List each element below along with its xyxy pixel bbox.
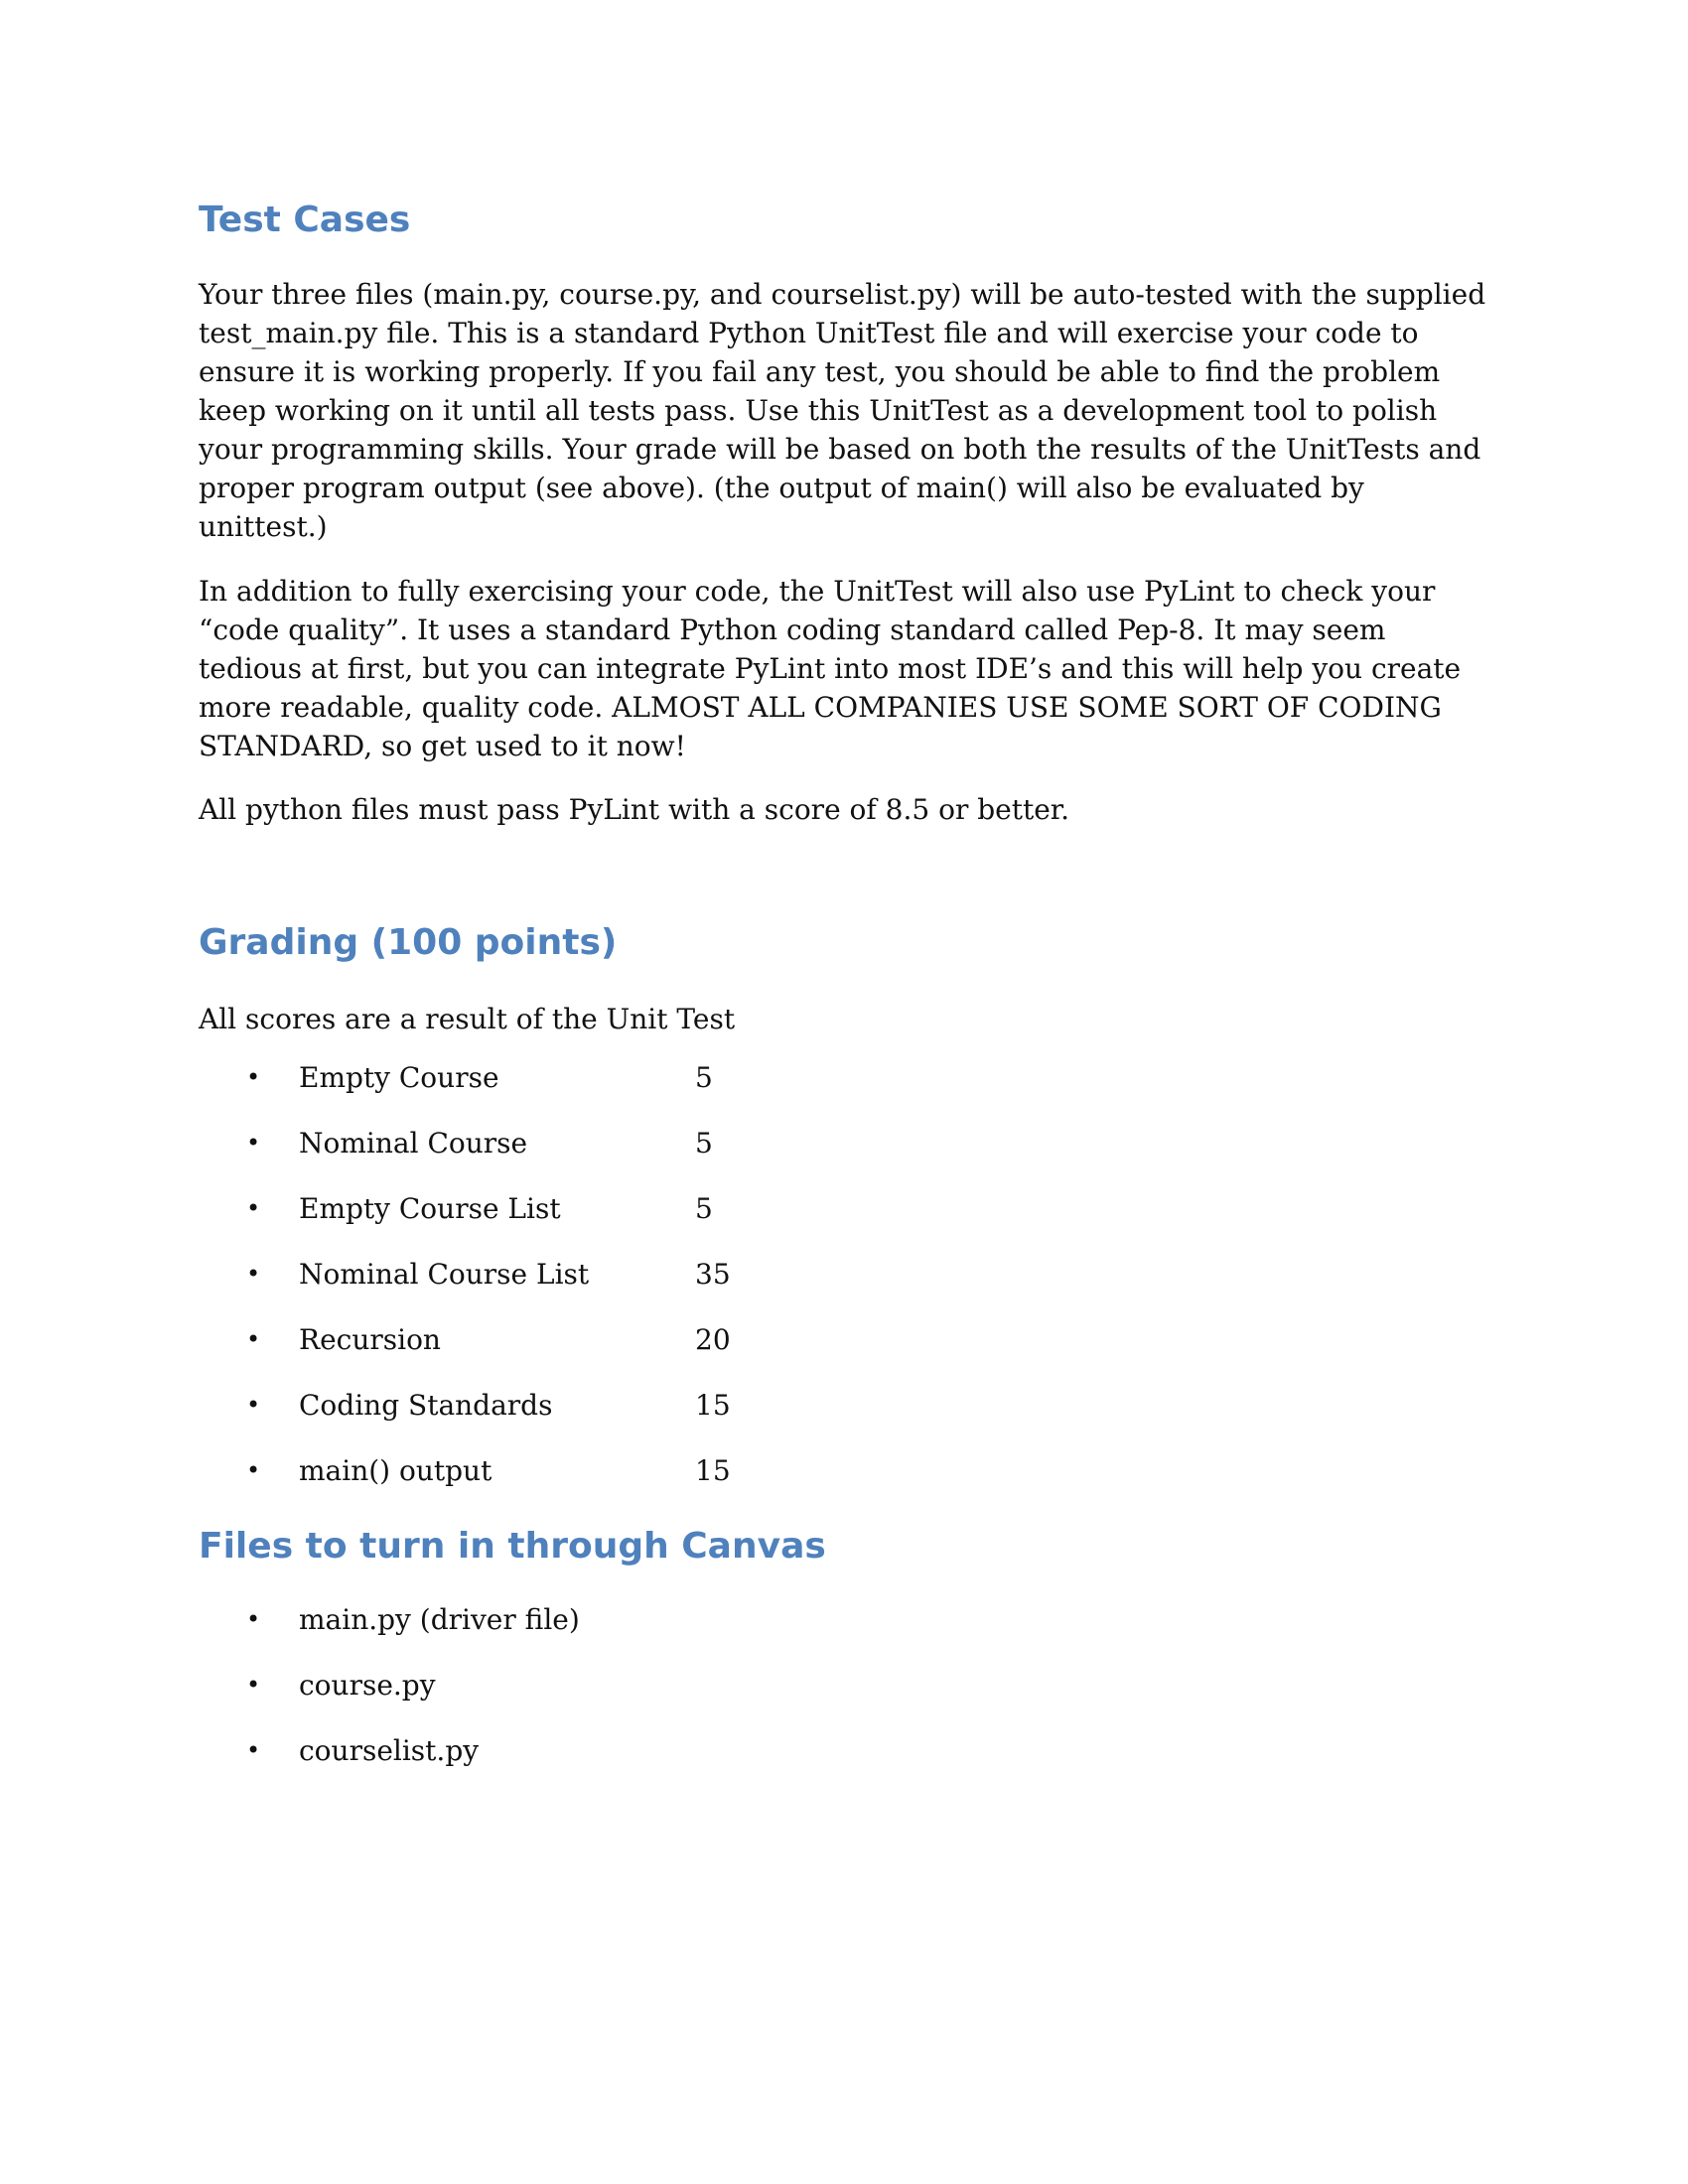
grading-item <box>199 1189 794 1255</box>
grading-item <box>199 1320 794 1386</box>
bullet-icon: • <box>246 1456 261 1484</box>
grading-item-label: Coding Standards <box>299 1389 553 1422</box>
grading-item-label: Empty Course List <box>299 1192 561 1225</box>
grading-item-label: Nominal Course List <box>299 1258 590 1291</box>
grading-item-label: Recursion <box>299 1323 441 1356</box>
bullet-icon: • <box>246 1129 261 1157</box>
bullet-icon: • <box>246 1325 261 1353</box>
grading-intro: All scores are a result of the Unit Test <box>199 1003 736 1035</box>
file-item <box>199 1600 794 1666</box>
bullet-icon: • <box>246 1671 261 1699</box>
file-item-label: main.py (driver file) <box>299 1603 580 1636</box>
test-cases-paragraph-1: Your three files (main.py, course.py, and courselist.py) will be auto-tested with the supplied test_main.py file. This is a standard Python UnitTest file and will exercise your code to ensure it is working properly. If you fail any test, you should be able to find the problem keep working on it until all tests pass. Use this UnitTest as a development tool to polish your programming skills. Your grade will be based on both the results of the UnitTests and proper program output (see above). (the output of main() will also be evaluated by unittest.) <box>199 278 1486 543</box>
grading-heading: Grading (100 points) <box>199 922 618 963</box>
grading-item <box>199 1255 794 1320</box>
grading-item-points: 5 <box>695 1192 713 1225</box>
grading-item <box>199 1386 794 1451</box>
files-heading: Files to turn in through Canvas <box>199 1526 826 1567</box>
grading-item-points: 35 <box>695 1258 731 1291</box>
bullet-icon: • <box>246 1391 261 1419</box>
grading-item-label: main() output <box>299 1454 492 1487</box>
grading-item <box>199 1058 794 1124</box>
grading-item <box>199 1124 794 1189</box>
test-cases-heading: Test Cases <box>199 200 411 240</box>
grading-item-points: 20 <box>695 1323 731 1356</box>
grading-item-points: 15 <box>695 1454 731 1487</box>
grading-item <box>199 1451 794 1517</box>
grading-item-points: 15 <box>695 1389 731 1422</box>
file-item <box>199 1731 794 1797</box>
file-item-label: course.py <box>299 1669 436 1702</box>
grading-item-label: Nominal Course <box>299 1127 528 1160</box>
test-cases-paragraph-2: In addition to fully exercising your code, the UnitTest will also use PyLint to check your “code quality”. It uses a standard Python coding standard called Pep-8. It may seem tedious at first, but you can integrate PyLint into most IDE’s and this will help you create more readable, quality code. ALMOST ALL COMPANIES USE SOME SORT OF CODING STANDARD, so get used to it now! <box>199 575 1462 762</box>
test-cases-paragraph-3: All python files must pass PyLint with a score of 8.5 or better. <box>199 793 1070 826</box>
bullet-icon: • <box>246 1605 261 1633</box>
bullet-icon: • <box>246 1194 261 1222</box>
file-item <box>199 1666 794 1731</box>
grading-list <box>199 1058 794 1517</box>
bullet-icon: • <box>246 1736 261 1764</box>
bullet-icon: • <box>246 1063 261 1091</box>
bullet-icon: • <box>246 1260 261 1288</box>
file-item-label: courselist.py <box>299 1734 480 1767</box>
grading-item-label: Empty Course <box>299 1061 499 1094</box>
files-list <box>199 1600 794 1797</box>
grading-item-points: 5 <box>695 1127 713 1160</box>
grading-item-points: 5 <box>695 1061 713 1094</box>
